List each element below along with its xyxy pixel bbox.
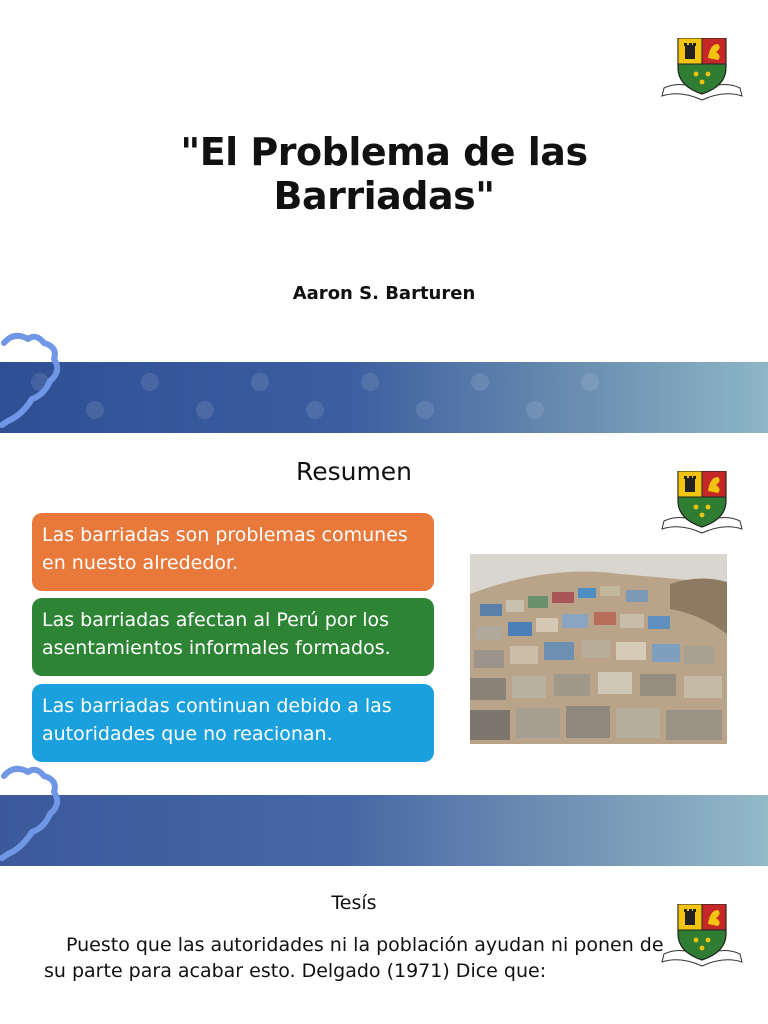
map-outline-icon [0,325,72,445]
presentation-title: "El Problema de las Barriadas" [180,130,588,218]
decorative-band [0,362,768,433]
author-name: Aaron S. Barturen [292,283,476,304]
school-crest-logo [660,30,744,102]
thesis-body: Puesto que las autoridades ni la población ayudan ni ponen de su parte para acabar esto. Delgado (1971) Dice que: [44,934,664,982]
thesis-heading: Tesís [331,892,377,914]
summary-point-2: Las barriadas afectan al Perú por los asentamientos informales formados. [32,598,434,676]
fleur-de-lis-pattern [0,362,768,433]
gradient-pattern [0,795,768,866]
map-outline-icon [0,758,72,878]
thesis-slide [0,866,768,1024]
summary-point-1: Las barriadas son problemas comunes en nuesto alrededor. [32,513,434,591]
school-crest-logo [660,463,744,535]
summary-point-3: Las barriadas continuan debido a las autoridades que no reacionan. [32,684,434,762]
summary-heading: Resumen [295,457,413,486]
decorative-band [0,795,768,866]
summary-slide [0,433,768,795]
hillside-settlement-photo [470,554,727,744]
title-slide [0,0,768,362]
